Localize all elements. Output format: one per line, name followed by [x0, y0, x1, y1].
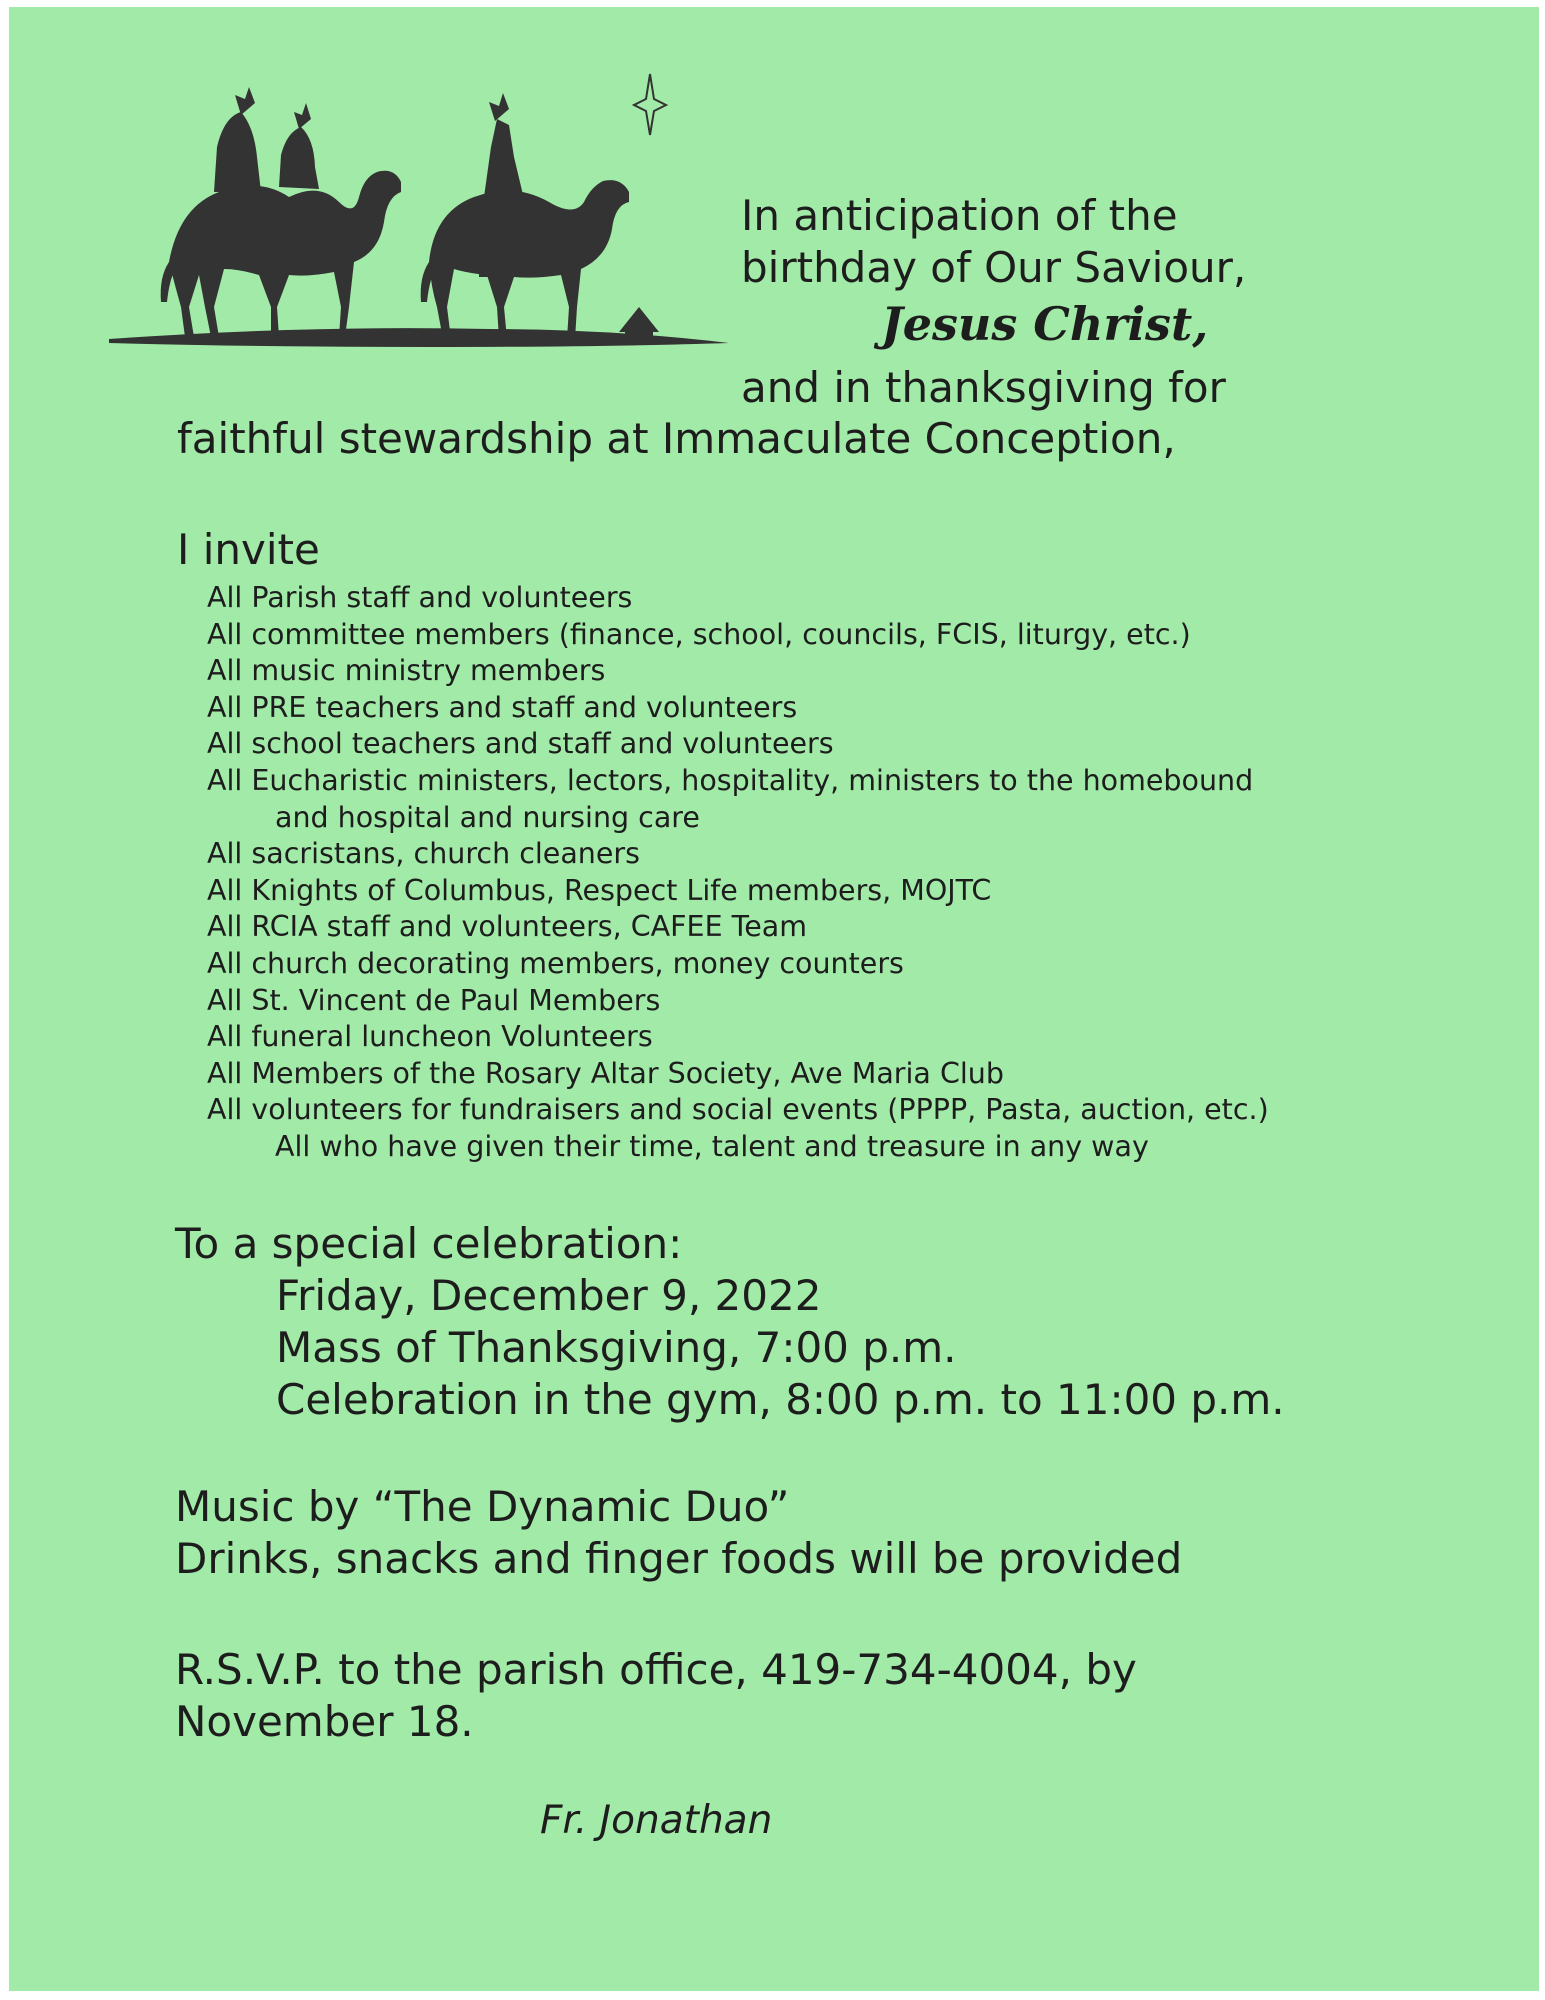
list-item: All committee members (finance, school, councils, FCIS, liturgy, etc.): [207, 617, 1191, 651]
list-item: All sacristans, church cleaners: [207, 837, 640, 871]
camel-2-silhouette: [421, 93, 629, 339]
invite-list: [207, 580, 1269, 1166]
event-heading: To a special celebration:: [175, 1219, 683, 1268]
jesus-christ-name: Jesus Christ,: [881, 297, 1209, 351]
list-item-continuation: and hospital and nursing care: [275, 800, 700, 834]
list-item: All RCIA staff and volunteers, CAFEE Team: [207, 910, 807, 944]
intro-line-4: faithful stewardship at Immaculate Conception,: [177, 414, 1176, 463]
event-date: Friday, December 9, 2022: [276, 1271, 822, 1320]
flyer-page: [9, 7, 1539, 1991]
stable-silhouette: [619, 307, 659, 339]
music-line: Music by “The Dynamic Duo”: [175, 1482, 790, 1531]
list-item: All music ministry members: [207, 654, 606, 688]
wise-men-silhouette-illustration: [9, 7, 769, 357]
food-line: Drinks, snacks and finger foods will be provided: [175, 1534, 1183, 1583]
event-mass: Mass of Thanksgiving, 7:00 p.m.: [276, 1323, 957, 1372]
event-details: [276, 1270, 1285, 1426]
list-item: All PRE teachers and staff and volunteers: [207, 690, 798, 724]
intro-line-2: birthday of Our Saviour,: [741, 243, 1247, 292]
invite-heading: I invite: [177, 525, 320, 574]
list-item: All who have given their time, talent and treasure in any way: [275, 1129, 1149, 1163]
list-item: All Eucharistic ministers, lectors, hospitality, ministers to the homebound: [207, 763, 1254, 797]
list-item: All Knights of Columbus, Respect Life members, MOJTC: [207, 873, 992, 907]
list-item: All Members of the Rosary Altar Society, Ave Maria Club: [207, 1056, 1004, 1090]
signature: Fr. Jonathan: [540, 1798, 773, 1843]
intro-line-1: In anticipation of the: [741, 191, 1178, 240]
list-item: All volunteers for fundraisers and social events (PPPP, Pasta, auction, etc.): [207, 1093, 1269, 1127]
list-item: All Parish staff and volunteers: [207, 581, 633, 614]
rsvp-line-2: November 18.: [175, 1697, 474, 1746]
intro-line-3: and in thanksgiving for: [741, 363, 1226, 412]
list-item: All church decorating members, money counters: [207, 946, 904, 980]
rsvp-line-1: R.S.V.P. to the parish office, 419-734-4004, by: [175, 1645, 1137, 1694]
camel-1-silhouette: [161, 87, 401, 337]
list-item: All funeral luncheon Volunteers: [207, 1020, 653, 1054]
event-celebration: Celebration in the gym, 8:00 p.m. to 11:00 p.m.: [276, 1375, 1285, 1424]
list-item: All St. Vincent de Paul Members: [207, 983, 661, 1017]
list-item: All school teachers and staff and volunteers: [207, 727, 834, 761]
star-icon: [634, 74, 666, 135]
